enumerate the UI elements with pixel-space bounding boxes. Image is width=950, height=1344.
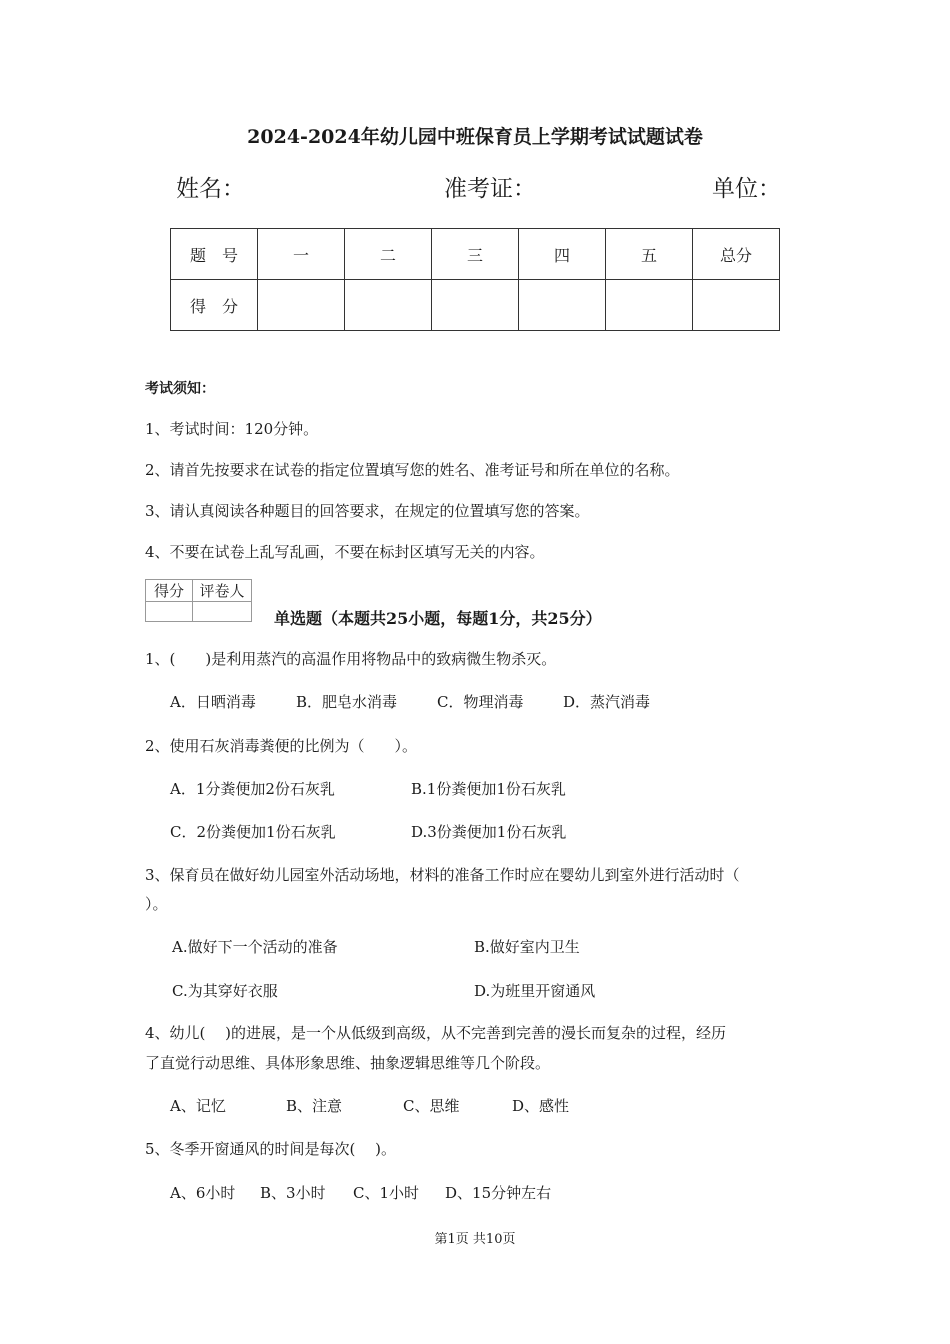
score-table-cell: 二: [345, 229, 432, 280]
question-option: A、记忆: [170, 1097, 226, 1115]
unit-label: 单位：: [712, 176, 781, 202]
question-text: 1、( )是利用蒸汽的高温作用将物品中的致病微生物杀灭。: [145, 650, 557, 668]
score-table-cell: 题 号: [171, 229, 258, 280]
question-option: D．蒸汽消毒: [563, 693, 651, 711]
notice-item: 1、考试时间：120分钟。: [145, 420, 319, 438]
grader-box-grader-label: 评卷人: [193, 580, 252, 602]
question-text: 5、冬季开窗通风的时间是每次( )。: [145, 1140, 397, 1158]
question-option: A．日晒消毒: [170, 693, 256, 711]
question-option: B、注意: [286, 1097, 343, 1115]
question-option: B．肥皂水消毒: [296, 693, 398, 711]
score-table-cell: 三: [432, 229, 519, 280]
score-table-cell: 一: [258, 229, 345, 280]
notice-item: 3、请认真阅读各种题目的回答要求，在规定的位置填写您的答案。: [145, 502, 590, 520]
exam-id-label: 准考证：: [444, 176, 536, 202]
question-text-continued: ）。: [145, 895, 168, 913]
page-footer: 第1页 共10页: [434, 1232, 516, 1247]
page-title: 2024-2024年幼儿园中班保育员上学期考试试题试卷: [247, 126, 703, 148]
score-row-label: 得 分: [171, 280, 258, 331]
score-cell-empty: [432, 280, 519, 331]
score-table: [170, 228, 780, 331]
question-text: 3、保育员在做好幼儿园室外活动场地，材料的准备工作时应在婴幼儿到室外进行活动时（: [145, 866, 740, 884]
grader-box-empty: [193, 602, 252, 622]
question-option: C、1小时: [353, 1184, 420, 1202]
notice-title: 考试须知：: [145, 381, 215, 397]
grader-box: [145, 579, 252, 622]
score-cell-empty: [606, 280, 693, 331]
score-cell-empty: [519, 280, 606, 331]
question-option: D.为班里开窗通风: [474, 982, 596, 1000]
score-table-score-row: [171, 280, 780, 331]
score-cell-empty: [345, 280, 432, 331]
notice-item: 4、不要在试卷上乱写乱画，不要在标封区填写无关的内容。: [145, 543, 545, 561]
grader-box-empty: [146, 602, 193, 622]
notice-item: 2、请首先按要求在试卷的指定位置填写您的姓名、准考证号和所在单位的名称。: [145, 461, 680, 479]
question-option: D、感性: [512, 1097, 570, 1115]
name-label: 姓名：: [176, 176, 245, 202]
grader-box-score-label: 得分: [146, 580, 193, 602]
question-option: C．物理消毒: [437, 693, 524, 711]
question-option: B.做好室内卫生: [474, 938, 580, 956]
question-option: C.为其穿好衣服: [172, 982, 278, 1000]
score-cell-empty: [693, 280, 780, 331]
question-option: A、6小时: [170, 1184, 236, 1202]
section-title: 单选题（本题共25小题，每题1分，共25分）: [274, 609, 602, 628]
score-cell-empty: [258, 280, 345, 331]
score-table-cell: 四: [519, 229, 606, 280]
score-table-cell: 五: [606, 229, 693, 280]
score-table-cell: 总分: [693, 229, 780, 280]
question-option: D、15分钟左右: [445, 1184, 552, 1202]
question-option: A.做好下一个活动的准备: [172, 938, 338, 956]
question-option: B.1份粪便加1份石灰乳: [411, 780, 566, 798]
question-option: A．1分粪便加2份石灰乳: [170, 780, 335, 798]
question-text: 2、使用石灰消毒粪便的比例为（ ）。: [145, 737, 418, 755]
score-table-header-row: [171, 229, 780, 280]
question-option: C．2份粪便加1份石灰乳: [170, 823, 336, 841]
question-text: 4、幼儿( )的进展，是一个从低级到高级，从不完善到完善的漫长而复杂的过程，经历: [145, 1024, 727, 1042]
question-option: C、思维: [403, 1097, 460, 1115]
question-text-continued: 了直觉行动思维、具体形象思维、抽象逻辑思维等几个阶段。: [145, 1054, 551, 1072]
question-option: D.3份粪便加1份石灰乳: [411, 823, 567, 841]
question-option: B、3小时: [260, 1184, 326, 1202]
